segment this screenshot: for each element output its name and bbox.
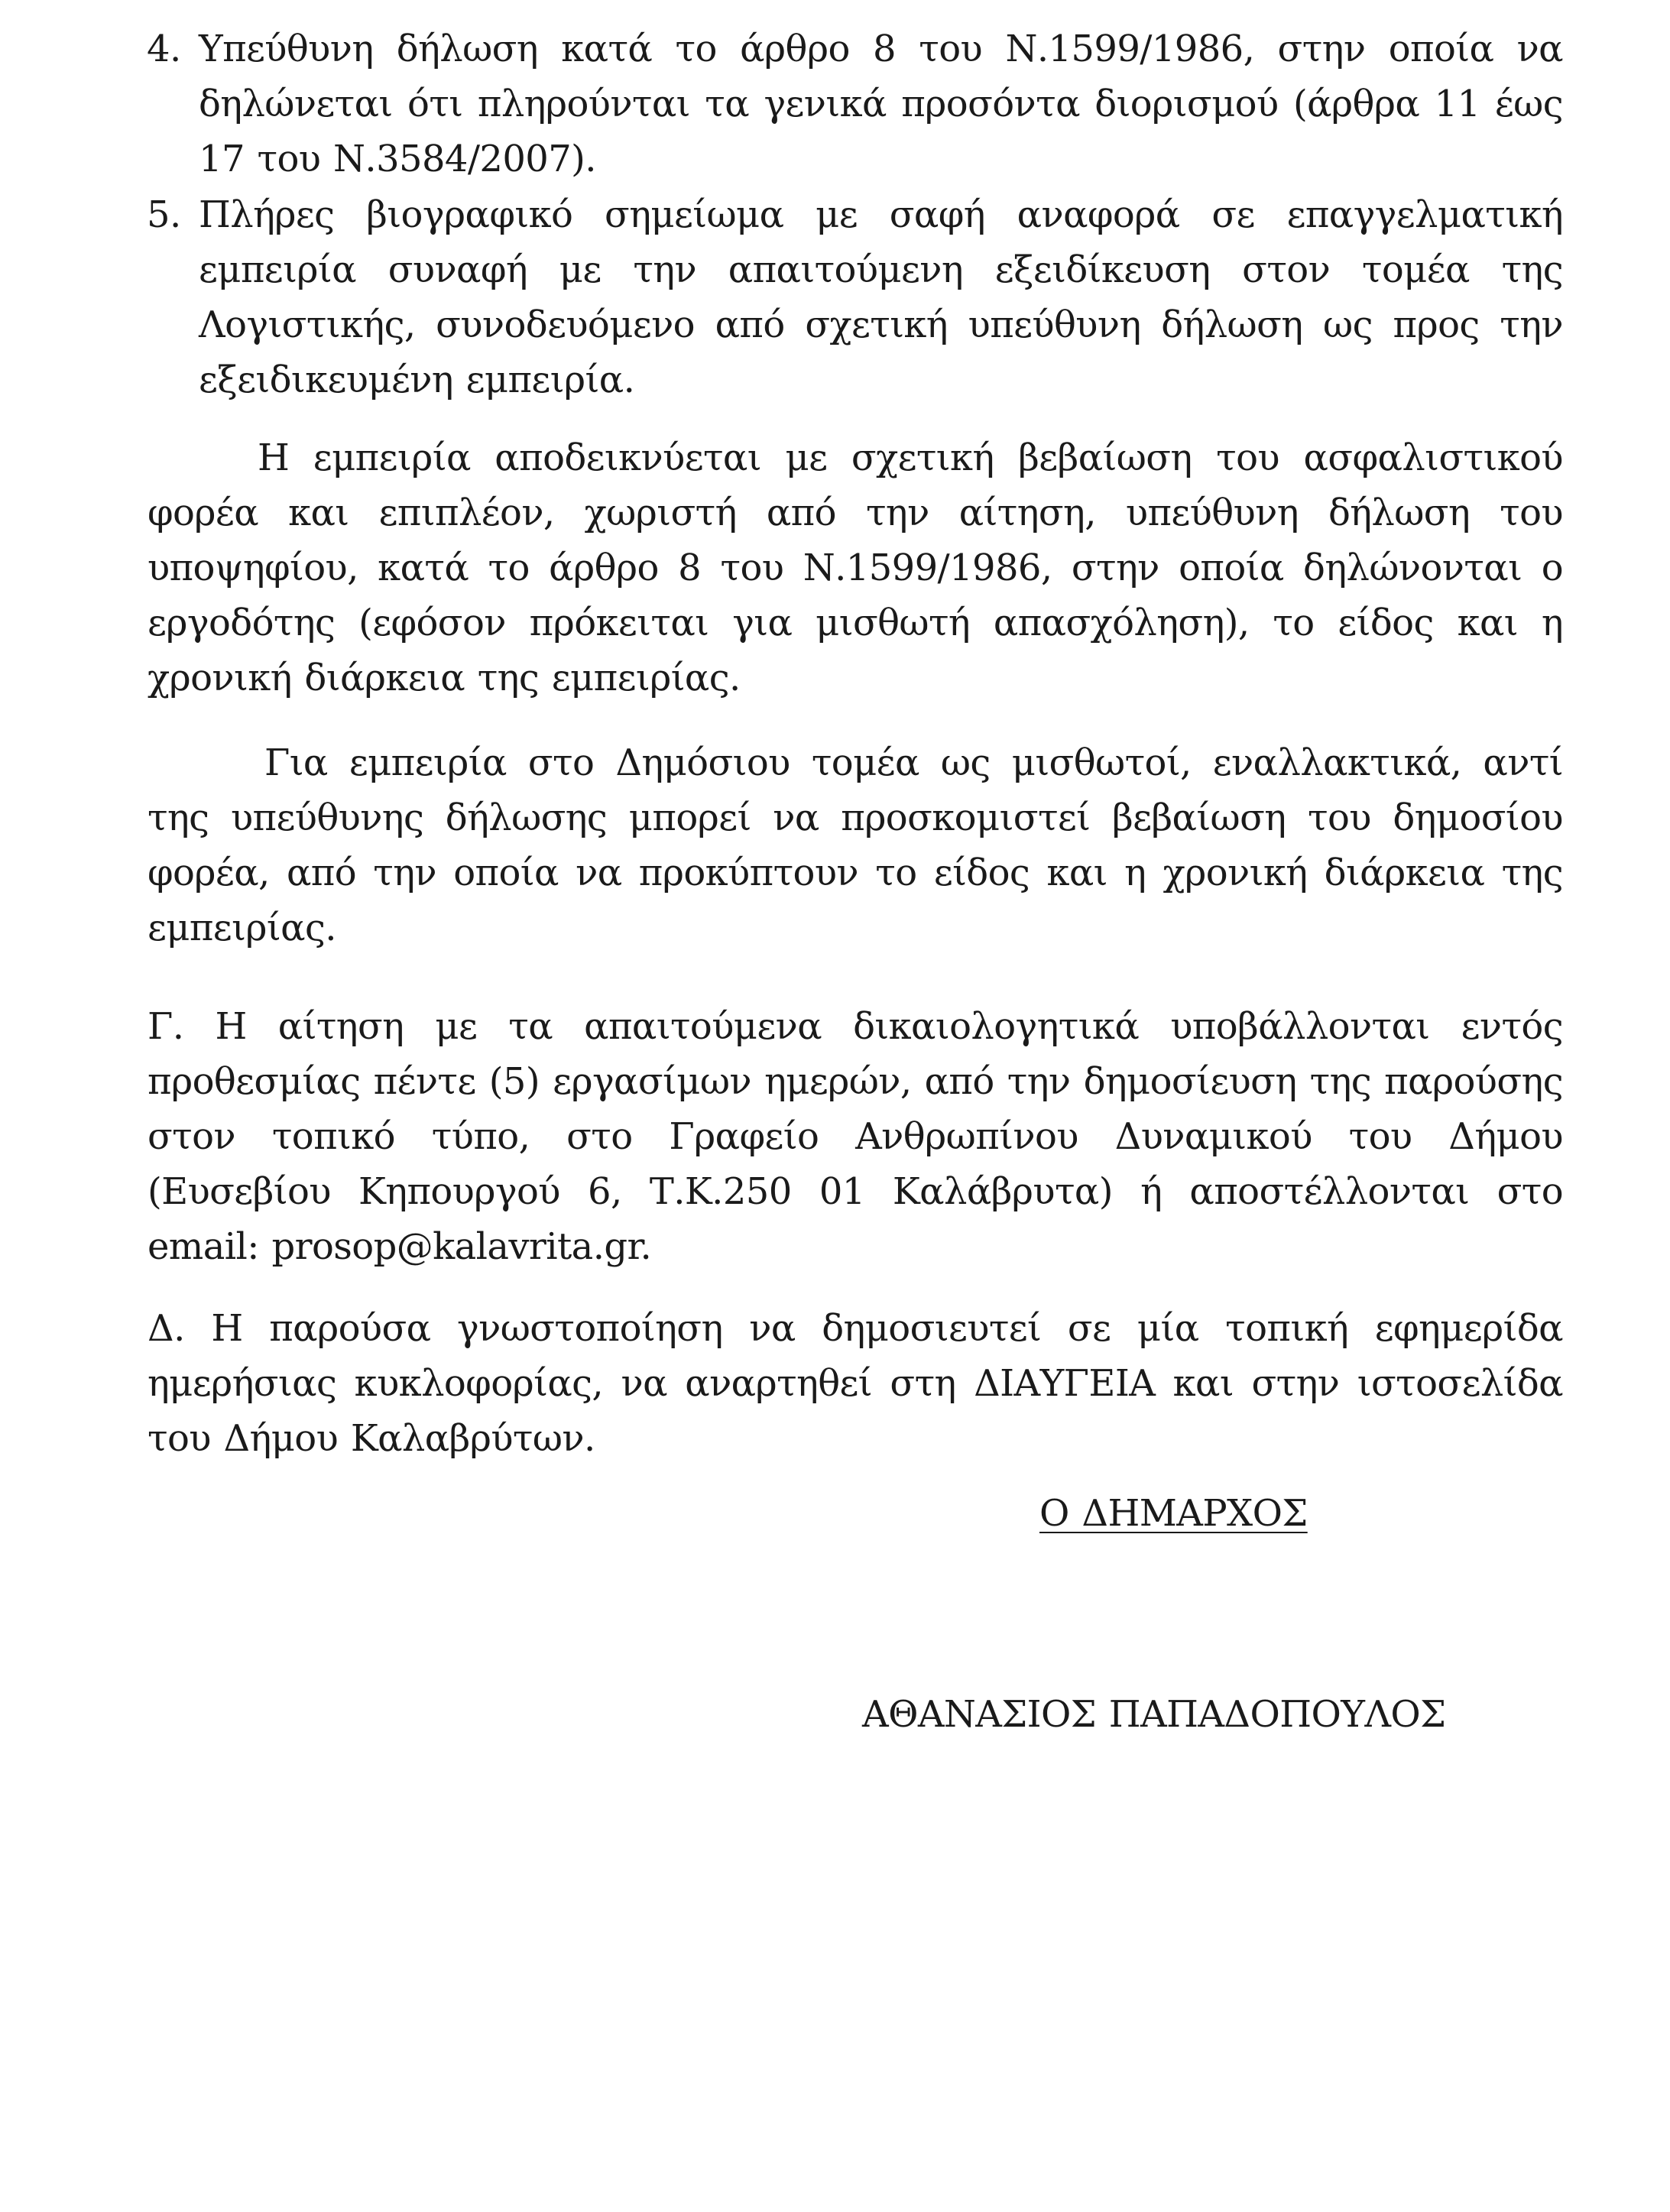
list-item-number: 5.: [147, 193, 181, 236]
section-g-paragraph: Γ. Η αίτηση με τα απαιτούμενα δικαιολογητικά υποβάλλονται εντός προθεσμίας πέντε (5) εργασίμων ημερών, από την δημοσίευση της παρούσης στον τοπικό τύπο, στο Γραφείο Ανθρωπίνου Δυναμικού του Δήμου (Ευσεβίου Κηπουργού 6, Τ.Κ.250 01 Καλάβρυτα) ή αποστέλλονται στο email: prosop@kalavrita.gr.: [148, 1005, 1563, 1268]
public-sector-paragraph: Για εμπειρία στο Δημόσιου τομέα ως μισθωτοί, εναλλακτικά, αντί της υπεύθυνης δήλωσης μπορεί να προσκομιστεί βεβαίωση του δημοσίου φορέα, από την οποία να προκύπτουν το είδος και η χρονική διάρκεια της εμπειρίας.: [148, 741, 1563, 949]
list-item-text: Πλήρες βιογραφικό σημείωμα με σαφή αναφορά σε επαγγελματική εμπειρία συναφή με την απαιτούμενη εξειδίκευση στον τομέα της Λογιστικής, συνοδευόμενο από σχετική υπεύθυνη δήλωση ως προς την εξειδικευμένη εμπειρία.: [199, 193, 1563, 401]
signatory-name: ΑΘΑΝΑΣΙΟΣ ΠΑΠΑΔΟΠΟΥΛΟΣ: [862, 1693, 1446, 1736]
experience-proof-paragraph: Η εμπειρία αποδεικνύεται με σχετική βεβαίωση του ασφαλιστικού φορέα και επιπλέον, χωριστή από την αίτηση, υπεύθυνη δήλωση του υποψηφίου, κατά το άρθρο 8 του Ν.1599/1986, στην οποία δηλώνονται ο εργοδότης (εφόσον πρόκειται για μισθωτή απασχόληση), το είδος και η χρονική διάρκεια της εμπειρίας.: [148, 436, 1563, 699]
section-d-paragraph: Δ. Η παρούσα γνωστοποίηση να δημοσιευτεί σε μία τοπική εφημερίδα ημερήσιας κυκλοφορίας, να αναρτηθεί στη ΔΙΑΥΓΕΙΑ και στην ιστοσελίδα του Δήμου Καλαβρύτων.: [148, 1307, 1563, 1460]
signature-title: Ο ΔΗΜΑΡΧΟΣ: [1039, 1492, 1308, 1535]
list-item-5: [147, 187, 1563, 407]
list-item-number: 4.: [147, 28, 181, 70]
list-item-text: Υπεύθυνη δήλωση κατά το άρθρο 8 του Ν.1599/1986, στην οποία να δηλώνεται ότι πληρούνται τα γενικά προσόντα διορισμού (άρθρα 11 έως 17 του Ν.3584/2007).: [199, 28, 1563, 180]
list-item-4: [147, 21, 1563, 186]
